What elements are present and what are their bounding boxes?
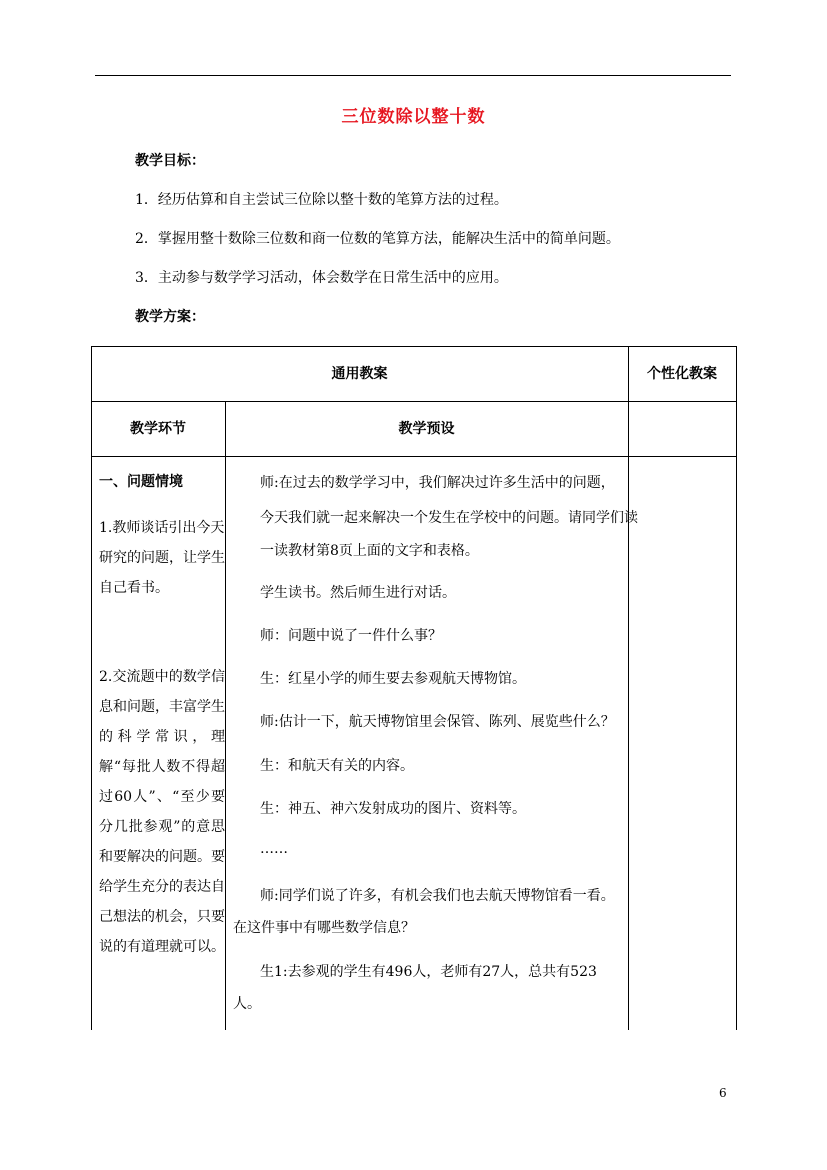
preset-line-13: 生1:去参观的学生有496人，老师有27人，总共有523 bbox=[260, 964, 597, 980]
table-row-divider-1 bbox=[91, 401, 737, 402]
stage-step-2: 2.交流题中的数学信息和问题，丰富学生的科学常识，理解“每批人数不得超过60人”、“至少要分几批参观”的意思和要解决的问题。要给学生充分的表达自己想法的机会，只要说的有道理就可以。 bbox=[99, 669, 225, 955]
page-number: 6 bbox=[719, 1086, 727, 1100]
preset-line-2: 今天我们就一起来解决一个发生在学校中的问题。请同学们读 bbox=[260, 510, 638, 526]
header-personal-plan: 个性化教案 bbox=[647, 366, 717, 382]
preset-line-14: 人。 bbox=[233, 996, 261, 1012]
preset-line-7: 师:估计一下，航天博物馆里会保管、陈列、展览些什么？ bbox=[260, 714, 615, 730]
header-general-plan: 通用教案 bbox=[331, 366, 388, 382]
table-divider-personal bbox=[628, 346, 629, 1030]
document-title: 三位数除以整十数 bbox=[341, 107, 486, 127]
plan-heading: 教学方案： bbox=[135, 309, 205, 325]
table-border-right bbox=[736, 346, 737, 1030]
table-divider-stage bbox=[225, 401, 226, 1030]
preset-line-11: 师:同学们说了许多，有机会我们也去航天博物馆看一看。 bbox=[260, 888, 615, 904]
table-border-left bbox=[91, 346, 92, 1030]
header-teaching-stage: 教学环节 bbox=[130, 421, 186, 437]
table-border-top bbox=[91, 346, 737, 347]
objective-2: 2．掌握用整十数除三位数和商一位数的笔算方法，能解决生活中的简单问题。 bbox=[135, 231, 620, 247]
preset-line-5: 师：问题中说了一件什么事？ bbox=[260, 628, 442, 644]
preset-line-12: 在这件事中有哪些数学信息？ bbox=[233, 920, 415, 936]
objectives-heading: 教学目标： bbox=[135, 153, 205, 169]
preset-line-4: 学生读书。然后师生进行对话。 bbox=[260, 585, 456, 601]
stage-step-1: 1.教师谈话引出今天研究的问题，让学生自己看书。 bbox=[99, 520, 225, 596]
objective-1: 1．经历估算和自主尝试三位除以整十数的笔算方法的过程。 bbox=[135, 192, 508, 208]
preset-line-10: …… bbox=[260, 841, 288, 857]
table-row-divider-2 bbox=[91, 456, 737, 457]
preset-line-1: 师:在过去的数学学习中，我们解决过许多生活中的问题， bbox=[260, 475, 615, 491]
header-teaching-preset: 教学预设 bbox=[398, 421, 455, 437]
preset-line-6: 生：红星小学的师生要去参观航天博物馆。 bbox=[260, 671, 526, 687]
header-rule bbox=[95, 75, 731, 76]
preset-line-8: 生：和航天有关的内容。 bbox=[260, 758, 414, 774]
stage-title: 一、问题情境 bbox=[99, 474, 183, 490]
preset-line-3: 一读教材第8页上面的文字和表格。 bbox=[260, 543, 479, 559]
objective-3: 3．主动参与数学学习活动，体会数学在日常生活中的应用。 bbox=[135, 270, 508, 286]
preset-line-9: 生：神五、神六发射成功的图片、资料等。 bbox=[260, 801, 526, 817]
